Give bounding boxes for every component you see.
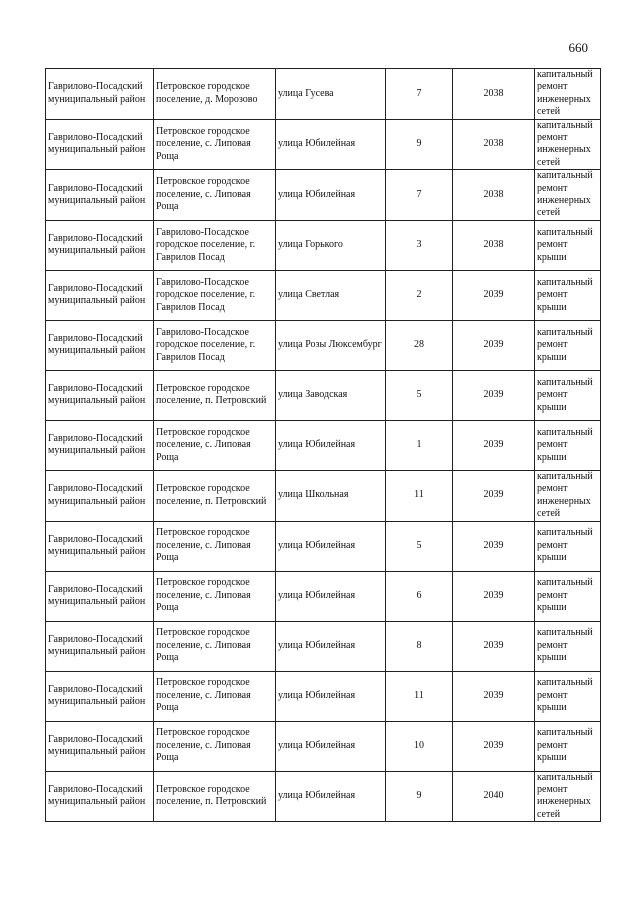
street-cell: улица Заводская <box>276 370 386 420</box>
house-number-cell: 3 <box>386 220 453 270</box>
table-row <box>46 721 601 771</box>
street-cell: улица Горького <box>276 220 386 270</box>
planned-year-cell: 2038 <box>453 119 535 170</box>
district-cell: Гаврилово-Посадский муниципальный район <box>46 170 154 221</box>
house-number-cell: 11 <box>386 671 453 721</box>
table-row <box>46 621 601 671</box>
district-cell: Гаврилово-Посадский муниципальный район <box>46 320 154 370</box>
table-row <box>46 771 601 822</box>
street-cell: улица Юбилейная <box>276 621 386 671</box>
work-type-cell: капитальный ремонт крыши <box>535 571 601 621</box>
house-number-cell: 5 <box>386 370 453 420</box>
work-type-cell: капитальный ремонт крыши <box>535 420 601 470</box>
work-type-cell: капитальный ремонт крыши <box>535 270 601 320</box>
house-number-cell: 9 <box>386 771 453 822</box>
street-cell: улица Школьная <box>276 470 386 521</box>
district-cell: Гаврилово-Посадский муниципальный район <box>46 621 154 671</box>
street-cell: улица Гусева <box>276 69 386 120</box>
district-cell: Гаврилово-Посадский муниципальный район <box>46 119 154 170</box>
table-body <box>46 69 601 822</box>
street-cell: улица Юбилейная <box>276 721 386 771</box>
district-cell: Гаврилово-Посадский муниципальный район <box>46 220 154 270</box>
settlement-cell: Петровское городское поселение, с. Липовая Роща <box>154 521 276 571</box>
house-number-cell: 7 <box>386 170 453 221</box>
district-cell: Гаврилово-Посадский муниципальный район <box>46 420 154 470</box>
settlement-cell: Петровское городское поселение, с. Липовая Роща <box>154 671 276 721</box>
house-number-cell: 11 <box>386 470 453 521</box>
street-cell: улица Юбилейная <box>276 420 386 470</box>
planned-year-cell: 2039 <box>453 470 535 521</box>
table-row <box>46 69 601 120</box>
street-cell: улица Розы Люксембург <box>276 320 386 370</box>
district-cell: Гаврилово-Посадский муниципальный район <box>46 69 154 120</box>
settlement-cell: Петровское городское поселение, с. Липовая Роща <box>154 721 276 771</box>
district-cell: Гаврилово-Посадский муниципальный район <box>46 571 154 621</box>
street-cell: улица Юбилейная <box>276 671 386 721</box>
district-cell: Гаврилово-Посадский муниципальный район <box>46 671 154 721</box>
house-number-cell: 10 <box>386 721 453 771</box>
planned-year-cell: 2039 <box>453 370 535 420</box>
planned-year-cell: 2039 <box>453 420 535 470</box>
planned-year-cell: 2038 <box>453 220 535 270</box>
street-cell: улица Юбилейная <box>276 119 386 170</box>
work-type-cell: капитальный ремонт инженерных сетей <box>535 470 601 521</box>
district-cell: Гаврилово-Посадский муниципальный район <box>46 521 154 571</box>
settlement-cell: Петровское городское поселение, с. Липовая Роща <box>154 420 276 470</box>
work-type-cell: капитальный ремонт крыши <box>535 671 601 721</box>
planned-year-cell: 2039 <box>453 270 535 320</box>
work-type-cell: капитальный ремонт крыши <box>535 320 601 370</box>
settlement-cell: Петровское городское поселение, с. Липовая Роща <box>154 571 276 621</box>
settlement-cell: Петровское городское поселение, п. Петровский <box>154 470 276 521</box>
district-cell: Гаврилово-Посадский муниципальный район <box>46 270 154 320</box>
house-number-cell: 6 <box>386 571 453 621</box>
planned-year-cell: 2039 <box>453 721 535 771</box>
street-cell: улица Юбилейная <box>276 521 386 571</box>
street-cell: улица Юбилейная <box>276 170 386 221</box>
table-row <box>46 671 601 721</box>
house-number-cell: 28 <box>386 320 453 370</box>
table-row <box>46 571 601 621</box>
district-cell: Гаврилово-Посадский муниципальный район <box>46 721 154 771</box>
settlement-cell: Петровское городское поселение, п. Петровский <box>154 771 276 822</box>
street-cell: улица Юбилейная <box>276 771 386 822</box>
street-cell: улица Светлая <box>276 270 386 320</box>
district-cell: Гаврилово-Посадский муниципальный район <box>46 771 154 822</box>
work-type-cell: капитальный ремонт инженерных сетей <box>535 771 601 822</box>
planned-year-cell: 2039 <box>453 671 535 721</box>
house-number-cell: 8 <box>386 621 453 671</box>
settlement-cell: Петровское городское поселение, с. Липовая Роща <box>154 170 276 221</box>
table-row <box>46 270 601 320</box>
settlement-cell: Петровское городское поселение, д. Морозово <box>154 69 276 120</box>
table-row <box>46 420 601 470</box>
planned-year-cell: 2039 <box>453 621 535 671</box>
work-type-cell: капитальный ремонт крыши <box>535 220 601 270</box>
table-row <box>46 370 601 420</box>
table-row <box>46 170 601 221</box>
district-cell: Гаврилово-Посадский муниципальный район <box>46 370 154 420</box>
house-number-cell: 2 <box>386 270 453 320</box>
work-type-cell: капитальный ремонт инженерных сетей <box>535 170 601 221</box>
work-type-cell: капитальный ремонт инженерных сетей <box>535 69 601 120</box>
planned-year-cell: 2038 <box>453 69 535 120</box>
work-type-cell: капитальный ремонт крыши <box>535 521 601 571</box>
house-number-cell: 5 <box>386 521 453 571</box>
house-number-cell: 1 <box>386 420 453 470</box>
page-number: 660 <box>568 40 588 55</box>
planned-year-cell: 2039 <box>453 571 535 621</box>
planned-year-cell: 2039 <box>453 320 535 370</box>
settlement-cell: Петровское городское поселение, п. Петровский <box>154 370 276 420</box>
district-cell: Гаврилово-Посадский муниципальный район <box>46 470 154 521</box>
table-row <box>46 521 601 571</box>
street-cell: улица Юбилейная <box>276 571 386 621</box>
settlement-cell: Гаврилово-Посадское городское поселение, г. Гаврилов Посад <box>154 220 276 270</box>
settlement-cell: Петровское городское поселение, с. Липовая Роща <box>154 119 276 170</box>
table-row <box>46 320 601 370</box>
planned-year-cell: 2038 <box>453 170 535 221</box>
housing-repair-table <box>45 68 601 822</box>
work-type-cell: капитальный ремонт крыши <box>535 370 601 420</box>
table-row <box>46 220 601 270</box>
house-number-cell: 9 <box>386 119 453 170</box>
planned-year-cell: 2040 <box>453 771 535 822</box>
table-row <box>46 470 601 521</box>
settlement-cell: Гаврилово-Посадское городское поселение, г. Гаврилов Посад <box>154 270 276 320</box>
settlement-cell: Гаврилово-Посадское городское поселение, г. Гаврилов Посад <box>154 320 276 370</box>
house-number-cell: 7 <box>386 69 453 120</box>
planned-year-cell: 2039 <box>453 521 535 571</box>
work-type-cell: капитальный ремонт инженерных сетей <box>535 119 601 170</box>
table-row <box>46 119 601 170</box>
work-type-cell: капитальный ремонт крыши <box>535 721 601 771</box>
work-type-cell: капитальный ремонт крыши <box>535 621 601 671</box>
settlement-cell: Петровское городское поселение, с. Липовая Роща <box>154 621 276 671</box>
